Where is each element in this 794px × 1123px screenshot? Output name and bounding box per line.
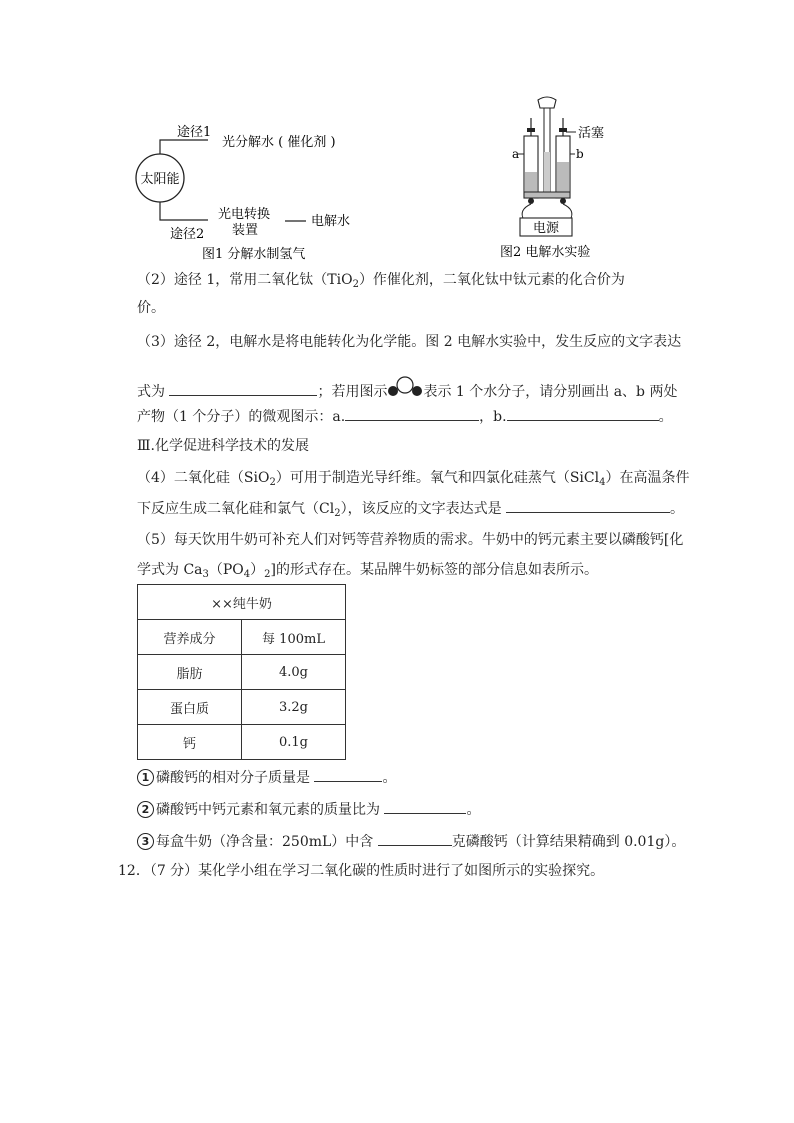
table-cell: 0.1g xyxy=(242,725,346,760)
answer-blank-molar-mass[interactable] xyxy=(314,767,382,782)
sub-question-3: 3 每盒牛奶（净含量：250mL）中含 克磷酸钙（计算结果精确到 0.01g）。 xyxy=(137,831,685,852)
table-row xyxy=(138,690,346,725)
table-header-row xyxy=(138,620,346,655)
tube-b-label: b xyxy=(576,147,584,161)
question-2: （2）途径 1，常用二氧化钛（TiO$_2$）作催化剂，二氧化钛中钛元素的化合价为 xyxy=(137,272,625,290)
table-cell: 3.2g xyxy=(242,690,346,725)
electrolysis-label: 电解水 xyxy=(311,214,351,229)
route2-line xyxy=(160,202,208,220)
table-title-row xyxy=(138,585,346,620)
question-5-line2: 学式为 $Ca_3(PO_4)_2$]的形式存在。某品牌牛奶标签的部分信息如表所示。 xyxy=(137,562,599,580)
funnel xyxy=(538,97,556,108)
question-2-cont: 价。 xyxy=(137,300,165,316)
answer-blank-calcium-phosphate[interactable] xyxy=(378,831,452,846)
circled-number: 2 xyxy=(137,801,154,818)
answer-blank-word-equation[interactable] xyxy=(169,381,317,396)
question-3-line2: 式为 ；若用图示 表示 1 个水分子，请分别画出 a、b 两处 xyxy=(137,376,677,402)
route1-method: 光分解水 ( 催化剂 ) xyxy=(222,135,336,150)
answer-blank-a[interactable] xyxy=(345,406,479,421)
route2-label: 途径2 xyxy=(170,227,205,242)
answer-blank-q4[interactable] xyxy=(506,498,670,513)
pv-device-line1: 光电转换 xyxy=(218,207,271,222)
table-cell: 蛋白质 xyxy=(138,690,242,725)
water-molecule-icon xyxy=(387,376,423,398)
circled-number: 1 xyxy=(137,769,154,786)
question-12: 12．（7 分）某化学小组在学习二氧化碳的性质时进行了如图所示的实验探究。 xyxy=(118,863,605,879)
question-4-line1: （4）二氧化硅（SiO$_2$）可用于制造光导纤维。氧气和四氯化硅蒸气（SiCl$_4$）在高温条件 xyxy=(137,470,690,488)
table-header-cell: 每 100mL xyxy=(242,620,346,655)
pv-device-line2: 装置 xyxy=(232,223,259,238)
table-row xyxy=(138,655,346,690)
question-5-line1: （5）每天饮用牛奶可补充人们对钙等营养物质的需求。牛奶中的钙元素主要以磷酸钙[化 xyxy=(137,532,684,548)
valve-label: 活塞 xyxy=(578,126,605,141)
question-3-line1: （3）途径 2，电解水是将电能转化为化学能。图 2 电解水实验中，发生反应的文字表达 xyxy=(137,334,682,350)
figure-1-hydrogen-routes xyxy=(130,118,390,266)
table-header-cell: 营养成分 xyxy=(138,620,242,655)
circled-number: 3 xyxy=(137,833,154,850)
table-cell: 4.0g xyxy=(242,655,346,690)
table-cell: 钙 xyxy=(138,725,242,760)
figure-2-electrolysis-apparatus xyxy=(500,92,660,264)
sub-question-1: 1 磷酸钙的相对分子质量是 。 xyxy=(137,767,396,788)
power-label: 电源 xyxy=(532,221,560,236)
answer-blank-b[interactable] xyxy=(507,406,659,421)
tube-a-label: a xyxy=(512,147,520,161)
route1-label: 途径1 xyxy=(177,125,212,140)
milk-nutrition-table xyxy=(137,584,346,760)
section-3-heading: Ⅲ.化学促进科学技术的发展 xyxy=(137,438,309,454)
figure-2-caption: 图2 电解水实验 xyxy=(500,245,591,260)
table-row xyxy=(138,725,346,760)
question-3-line3: 产物（1 个分子）的微观图示：a. ，b. 。 xyxy=(137,406,673,427)
route1-line xyxy=(160,140,208,154)
table-cell: 脂肪 xyxy=(138,655,242,690)
sub-question-2: 2 磷酸钙中钙元素和氧元素的质量比为 。 xyxy=(137,799,480,820)
table-title: ××纯牛奶 xyxy=(138,585,346,620)
answer-blank-mass-ratio[interactable] xyxy=(384,799,466,814)
figure-1-caption: 图1 分解水制氢气 xyxy=(202,247,306,262)
question-4-line2: 下反应生成二氧化硅和氯气$(Cl_2)$，该反应的文字表达式是 。 xyxy=(137,498,684,524)
solar-energy-label: 太阳能 xyxy=(140,172,180,187)
